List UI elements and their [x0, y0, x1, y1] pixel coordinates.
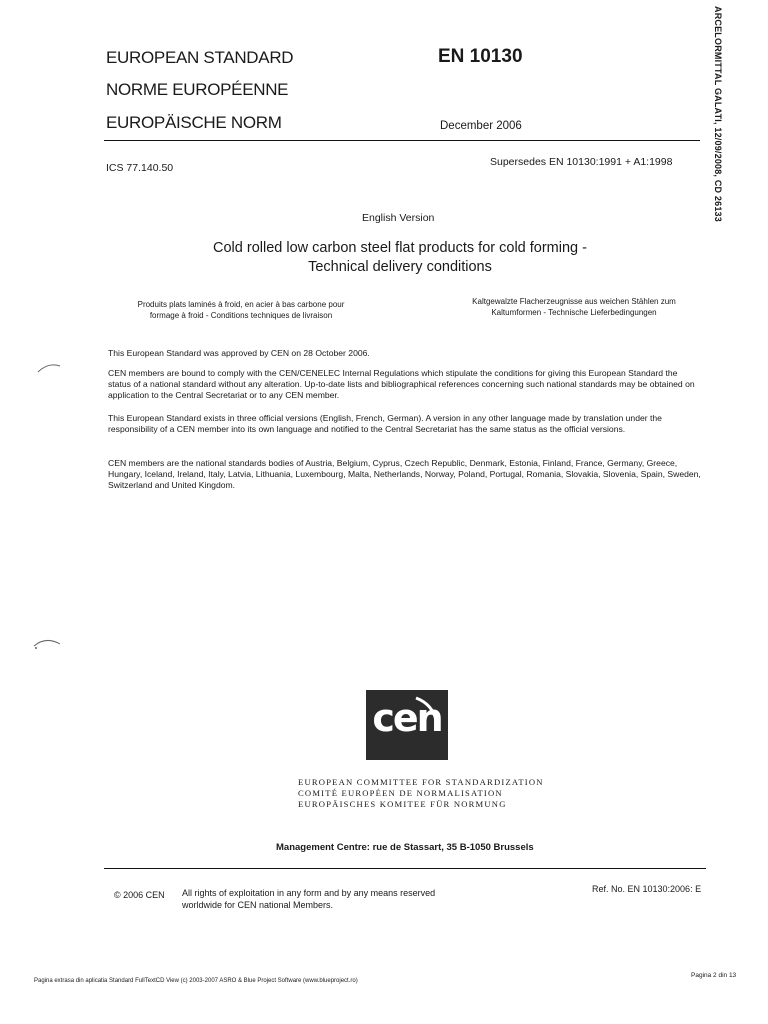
german-title	[440, 296, 708, 318]
approval-paragraph: This European Standard was approved by CEN on 28 October 2006.	[108, 348, 370, 358]
publication-date: December 2006	[440, 120, 522, 132]
document-title-line2: Technical delivery conditions	[308, 259, 492, 275]
scan-mark	[30, 636, 64, 654]
page-number: Pagina 2 din 13	[691, 972, 737, 979]
cen-logo-text: cen	[372, 696, 442, 740]
organization-names	[298, 777, 544, 810]
cen-logo-accent	[366, 690, 448, 760]
footer-rule	[104, 868, 706, 869]
rights-notice-line2: worldwide for CEN national Members.	[182, 900, 334, 910]
org-name-english: EUROPEAN COMMITTEE FOR STANDARDIZATION	[298, 777, 544, 787]
title-french: NORME EUROPÉENNE	[106, 80, 289, 99]
document-title-line1: Cold rolled low carbon steel flat products for cold forming -	[213, 240, 587, 256]
compliance-paragraph: CEN members are bound to comply with the CEN/CENELEC Internal Regulations which stipulate the conditions for giving this European Standard the status of a national standard without any alteration. Up-to-date lists and bibliographical references concerning such national standards may be obtained on application to the Central Secretariat or to any CEN member.	[108, 368, 695, 400]
german-title-line2: Kaltumformen - Technische Lieferbedingungen	[491, 308, 657, 317]
french-title	[106, 299, 376, 321]
members-paragraph: CEN members are the national standards bodies of Austria, Belgium, Cyprus, Czech Republic, Denmark, Estonia, Finland, France, Germany, Greece, Hungary, Iceland, Ireland, Italy, Latvia, Lithuania, Luxembourg, Malta, Netherlands, Norway, Poland, Portugal, Romania, Slovakia, Slovenia, Spain, Sweden, Switzerland and United Kingdom.	[108, 458, 701, 490]
header-rule	[104, 140, 700, 141]
standard-number: EN 10130	[438, 46, 523, 67]
org-name-french: COMITÉ EUROPÉEN DE NORMALISATION	[298, 788, 503, 798]
french-title-line1: Produits plats laminés à froid, en acier à bas carbone pour	[137, 300, 345, 309]
german-title-line1: Kaltgewalzte Flacherzeugnisse aus weichen Stählen zum	[472, 297, 676, 306]
rights-notice	[182, 887, 435, 911]
french-title-line2: formage à froid - Conditions techniques de livraison	[149, 311, 333, 320]
side-stamp: ARCELORMITTAL GALATI, 12/09/2008, CD 26133	[713, 6, 723, 222]
reference-number: Ref. No. EN 10130:2006: E	[592, 884, 702, 894]
print-footer-source: Pagina extrasa din aplicatia Standard FullTextCD View (c) 2003-2007 ASRO & Blue Project Software (www.blueproject.ro)	[34, 978, 358, 984]
ics-code: ICS 77.140.50	[106, 162, 174, 174]
supersedes-note: Supersedes EN 10130:1991 + A1:1998	[490, 156, 673, 168]
copyright-notice: © 2006 CEN	[114, 890, 165, 900]
rights-notice-line1: All rights of exploitation in any form and by any means reserved	[182, 888, 436, 898]
scan-mark	[34, 358, 64, 378]
language-version: English Version	[362, 212, 435, 224]
management-centre-address: Management Centre: rue de Stassart, 35 B-1050 Brussels	[276, 842, 534, 853]
cen-logo	[366, 690, 448, 760]
title-german: EUROPÄISCHE NORM	[106, 113, 282, 132]
title-english: EUROPEAN STANDARD	[106, 48, 294, 67]
versions-paragraph: This European Standard exists in three official versions (English, French, German). A version in any other language made by translation under the responsibility of a CEN member into its own language and notified to the Central Secretariat has the same status as the official versions.	[108, 413, 662, 434]
org-name-german: EUROPÄISCHES KOMITEE FÜR NORMUNG	[298, 799, 507, 809]
